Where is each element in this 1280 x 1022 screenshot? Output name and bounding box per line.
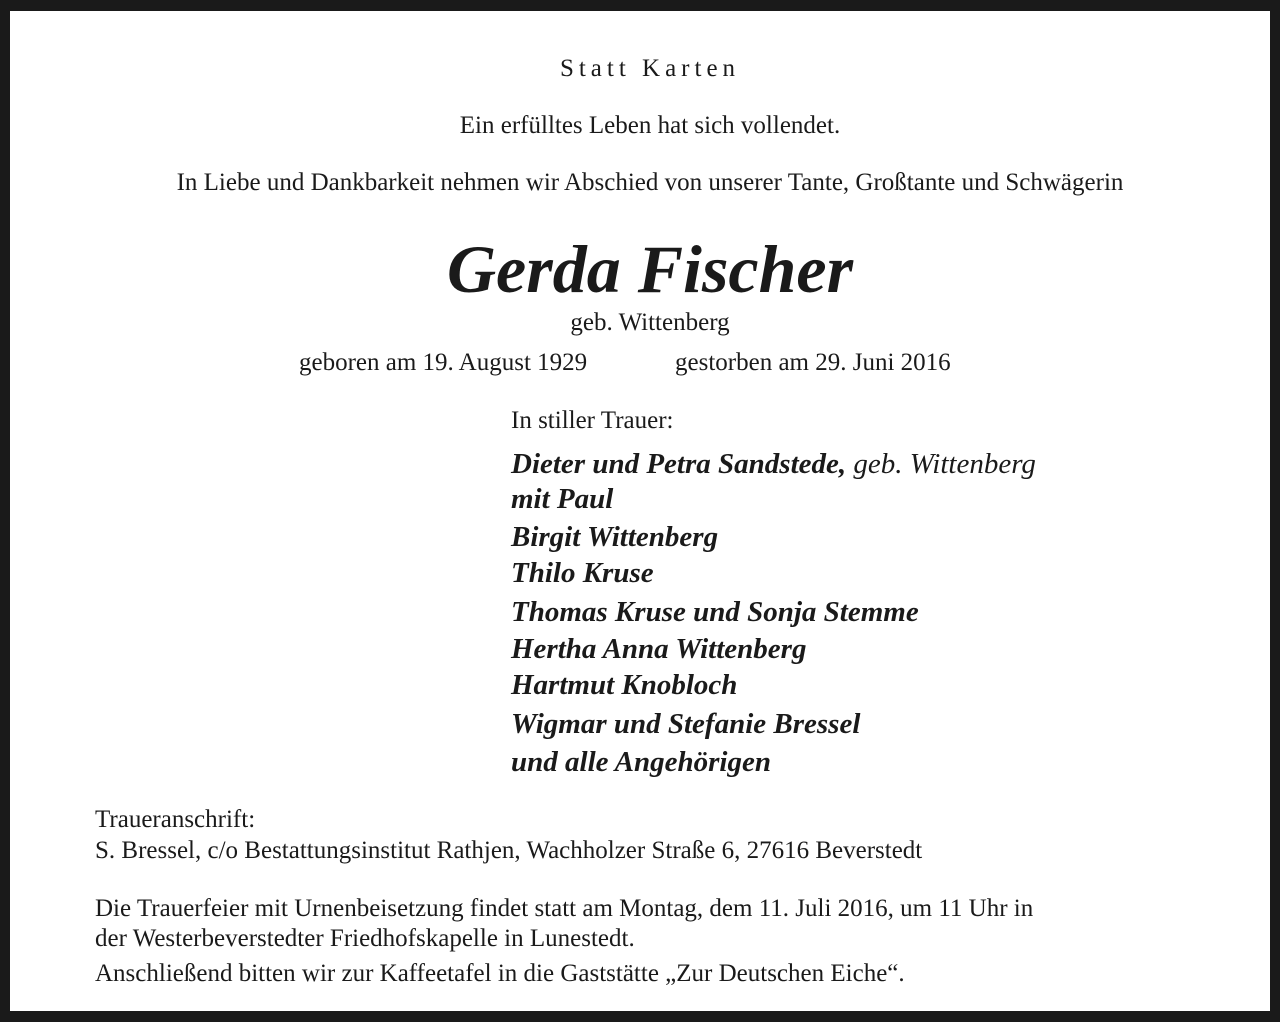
mourner-line: mit Paul [511, 483, 614, 515]
mourner-line: Thomas Kruse und Sonja Stemme [511, 596, 919, 628]
mourning-address: S. Bressel, c/o Bestattungsinstitut Rathjen, Wachholzer Straße 6, 27616 Beverstedt [95, 837, 923, 864]
deceased-name: Gerda Fischer [446, 231, 854, 307]
mourner-line: Wigmar und Stefanie Bressel [511, 708, 861, 740]
maiden-name: geb. Wittenberg [570, 309, 730, 336]
mourner-line: Hertha Anna Wittenberg [511, 633, 807, 665]
address-label: Traueranschrift: [95, 806, 256, 833]
funeral-announcement-line: Die Trauerfeier mit Urnenbeisetzung findet statt am Montag, dem 11. Juli 2016, um 11 Uhr in [95, 895, 1034, 922]
reception-announcement-line: Anschließend bitten wir zur Kaffeetafel in die Gaststätte „Zur Deutschen Eiche“. [95, 960, 905, 987]
mourner-line: Birgit Wittenberg [511, 521, 719, 553]
farewell-line: In Liebe und Dankbarkeit nehmen wir Abschied von unserer Tante, Großtante und Schwägerin [176, 169, 1124, 196]
mourner-line: Thilo Kruse [511, 557, 654, 589]
death-date: gestorben am 29. Juni 2016 [675, 349, 951, 376]
intro-line: Ein erfülltes Leben hat sich vollendet. [459, 112, 841, 139]
mourner-line [511, 446, 1036, 482]
mourner-line: und alle Angehörigen [511, 746, 771, 778]
header-statt-karten: Statt Karten [559, 55, 741, 82]
mourner-name: Dieter und Petra Sandstede, [511, 448, 847, 480]
mourner-maiden-name: geb. Wittenberg [846, 448, 1036, 480]
mourner-line: Hartmut Knobloch [511, 669, 738, 701]
funeral-announcement-line: der Westerbeverstedter Friedhofskapelle in Lunestedt. [95, 925, 635, 952]
mourning-label: In stiller Trauer: [511, 407, 674, 434]
birth-date: geboren am 19. August 1929 [299, 349, 588, 376]
